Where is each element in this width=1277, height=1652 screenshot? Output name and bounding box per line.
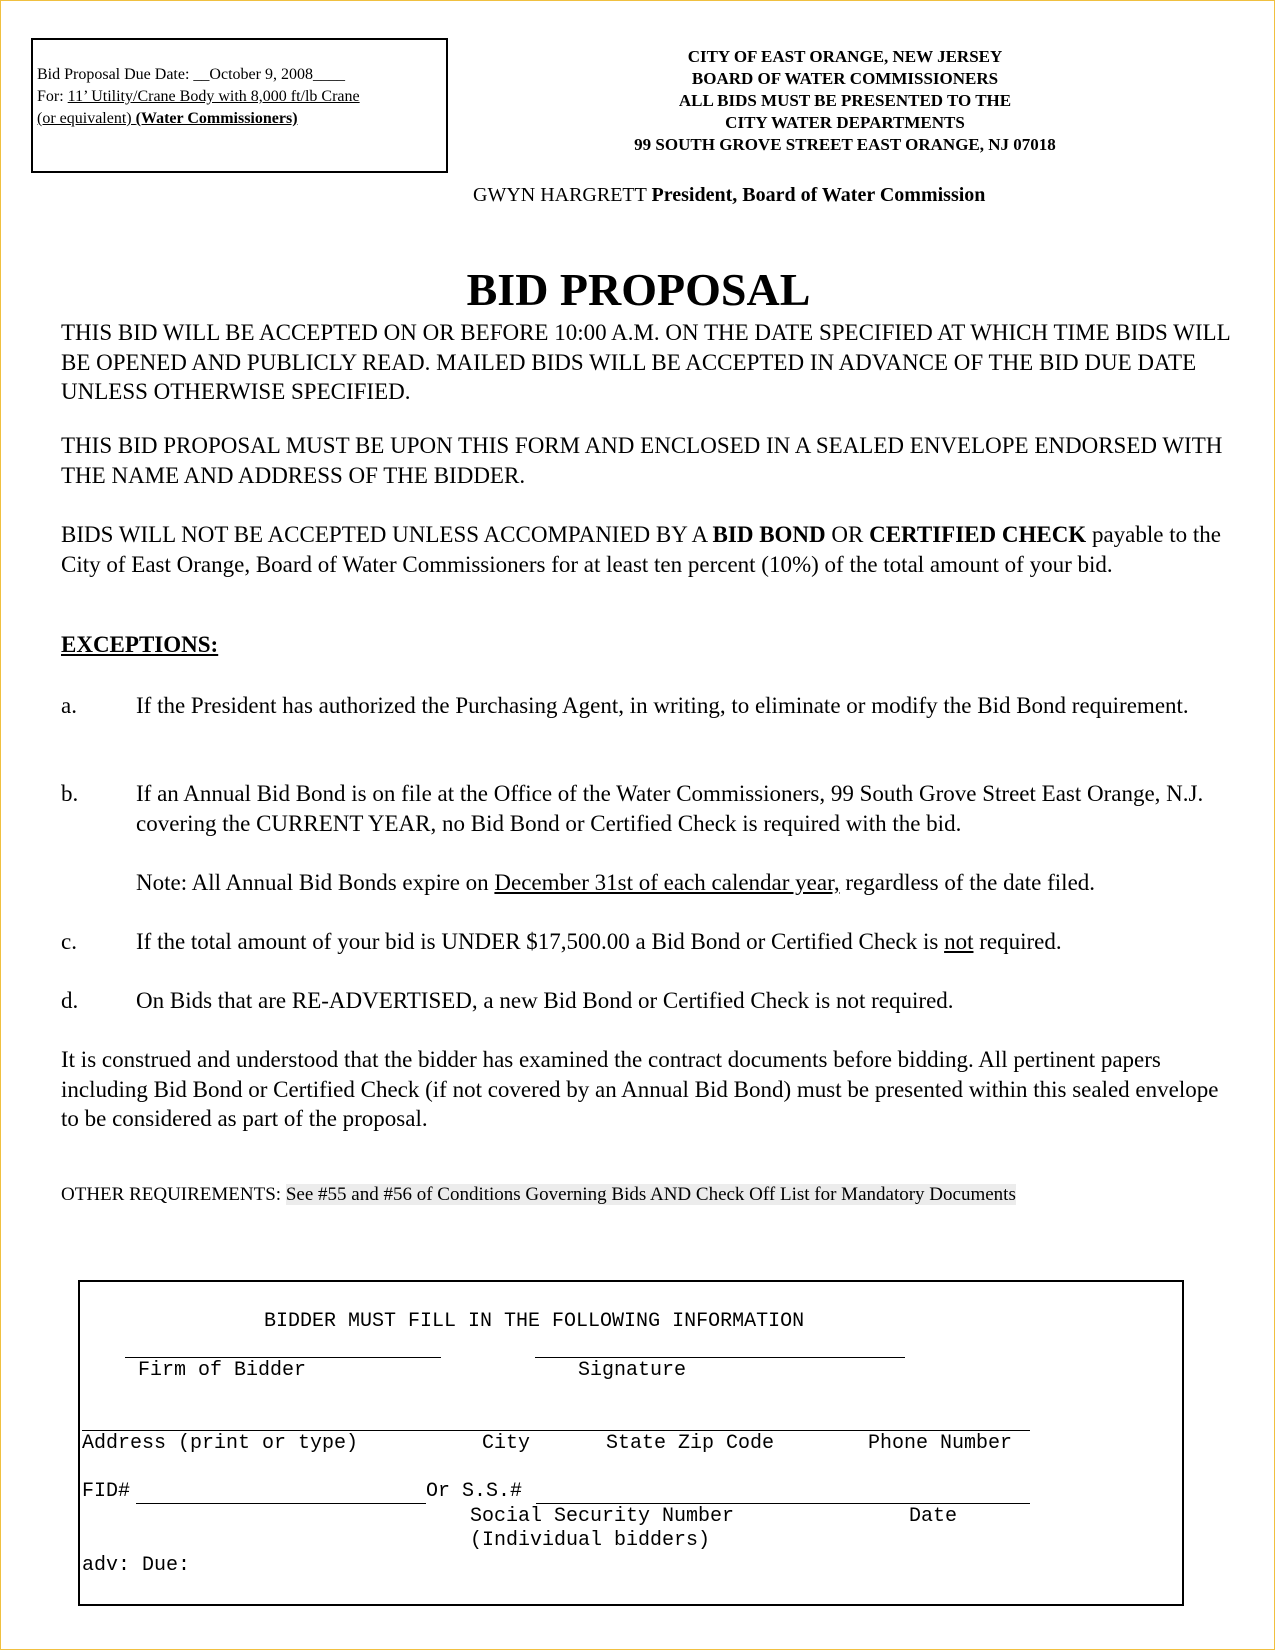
president-title: President, Board of Water Commission bbox=[651, 184, 986, 206]
date-label: Date bbox=[909, 1505, 958, 1528]
adv-due-label: adv: Due: bbox=[82, 1554, 191, 1577]
note-a: Note: All Annual Bid Bonds expire on bbox=[136, 870, 495, 895]
c-text-b: required. bbox=[973, 929, 1062, 954]
signature-label: Signature bbox=[578, 1359, 687, 1382]
due-date-label: Bid Proposal Due Date: __ bbox=[37, 66, 210, 83]
for-dept: (Water Commissioners) bbox=[135, 110, 298, 127]
president-line bbox=[473, 184, 985, 207]
exception-c-text bbox=[136, 927, 1231, 957]
for-label: For: bbox=[37, 88, 68, 105]
paragraph-form: THIS BID PROPOSAL MUST BE UPON THIS FORM AND ENCLOSED IN A SEALED ENVELOPE ENDORSED WITH THE NAME AND ADDRESS OF THE BIDDER. bbox=[61, 433, 1223, 488]
header-line-4: CITY WATER DEPARTMENTS bbox=[725, 113, 965, 132]
individual-bidders-label: (Individual bidders) bbox=[470, 1529, 711, 1552]
phone-number-label: Phone Number bbox=[868, 1432, 1013, 1455]
for-item: 11’ Utility/Crane Body with 8,000 ft/lb Crane bbox=[67, 88, 360, 105]
due-date-value: October 9, 2008 bbox=[209, 66, 313, 83]
exception-a-letter: a. bbox=[61, 693, 77, 718]
social-security-label: Social Security Number bbox=[470, 1505, 735, 1528]
bidder-info-form bbox=[78, 1280, 1184, 1606]
due-date-line bbox=[37, 64, 446, 86]
page-title: BID PROPOSAL bbox=[466, 264, 811, 315]
header-line-1: CITY OF EAST ORANGE, NEW JERSEY bbox=[687, 47, 1003, 66]
header-line-3: ALL BIDS MUST BE PRESENTED TO THE bbox=[678, 91, 1012, 110]
c-text-not: not bbox=[944, 929, 974, 954]
exception-b-letter: b. bbox=[61, 781, 79, 806]
city-header bbox=[560, 46, 1130, 156]
exceptions-heading: EXCEPTIONS: bbox=[61, 632, 219, 657]
address-rule bbox=[82, 1430, 1030, 1431]
bid-bond-text-rest: payable to the City of East Orange, Board of Water Commissioners for at least ten percent (10%) of the total amount of your bid. bbox=[61, 522, 1221, 577]
bid-bond-text-a: BIDS WILL NOT BE ACCEPTED UNLESS ACCOMPANIED BY A bbox=[61, 522, 713, 547]
for-line-2 bbox=[37, 108, 446, 130]
bidder-form-heading: BIDDER MUST FILL IN THE FOLLOWING INFORMATION bbox=[264, 1310, 805, 1333]
for-item-2: (or equivalent) bbox=[37, 110, 136, 127]
firm-of-bidder-label: Firm of Bidder bbox=[138, 1359, 307, 1382]
other-requirements bbox=[61, 1184, 1016, 1206]
other-requirements-label: OTHER REQUIREMENTS: bbox=[61, 1184, 286, 1205]
exception-d-text: On Bids that are RE-ADVERTISED, a new Bid Bond or Certified Check is not required. bbox=[136, 988, 954, 1013]
city-label: City bbox=[482, 1432, 531, 1455]
other-requirements-text: See #55 and #56 of Conditions Governing Bids AND Check Off List for Mandatory Documents bbox=[285, 1184, 1016, 1205]
signature-rule bbox=[535, 1357, 905, 1358]
bid-bond-bold: BID BOND bbox=[712, 522, 826, 547]
paragraph-construed: It is construed and understood that the bidder has examined the contract documents before bidding. All pertinent papers including Bid Bond or Certified Check (if not covered by an Annual Bid Bond) must be presented within this sealed envelope to be considered as part of the proposal. bbox=[61, 1047, 1219, 1131]
due-date-box bbox=[31, 38, 448, 173]
firm-rule bbox=[125, 1357, 441, 1358]
due-date-trail: ____ bbox=[312, 66, 345, 83]
exception-b-text: If an Annual Bid Bond is on file at the Office of the Water Commissioners, 99 South Grove Street East Orange, N.J. covering the CURRENT YEAR, no Bid Bond or Certified Check is required with the bid. bbox=[136, 781, 1204, 836]
note-text bbox=[136, 868, 1231, 898]
note-b: regardless of the date filed. bbox=[839, 870, 1096, 895]
paragraph-bid-bond bbox=[61, 520, 1231, 579]
for-line bbox=[37, 86, 446, 108]
or-ss-label: Or S.S.# bbox=[426, 1480, 523, 1503]
president-name: GWYN HARGRETT bbox=[473, 184, 652, 206]
exception-d-letter: d. bbox=[61, 988, 79, 1013]
fid-rule bbox=[136, 1503, 426, 1504]
c-text-a: If the total amount of your bid is UNDER $17,500.00 a Bid Bond or Certified Check is bbox=[136, 929, 945, 954]
bid-bond-or: OR bbox=[825, 522, 870, 547]
certified-check-bold: CERTIFIED CHECK bbox=[869, 522, 1087, 547]
header-line-5: 99 SOUTH GROVE STREET EAST ORANGE, NJ 07018 bbox=[634, 135, 1056, 154]
note-expiry: December 31st of each calendar year, bbox=[494, 870, 840, 895]
ss-rule bbox=[536, 1503, 1030, 1504]
exception-c-letter: c. bbox=[61, 929, 77, 954]
address-label: Address (print or type) bbox=[82, 1432, 359, 1455]
fid-label: FID# bbox=[82, 1480, 131, 1503]
exception-a-text: If the President has authorized the Purchasing Agent, in writing, to eliminate or modify the Bid Bond requirement. bbox=[136, 693, 1189, 718]
header-line-2: BOARD OF WATER COMMISSIONERS bbox=[691, 69, 999, 88]
state-zip-label: State Zip Code bbox=[606, 1432, 775, 1455]
paragraph-acceptance: THIS BID WILL BE ACCEPTED ON OR BEFORE 10:00 A.M. ON THE DATE SPECIFIED AT WHICH TIME BIDS WILL BE OPENED AND PUBLICLY READ. MAILED BIDS WILL BE ACCEPTED IN ADVANCE OF THE BID DUE DATE UNLESS OTHERWISE SPECIFIED. bbox=[61, 320, 1230, 404]
